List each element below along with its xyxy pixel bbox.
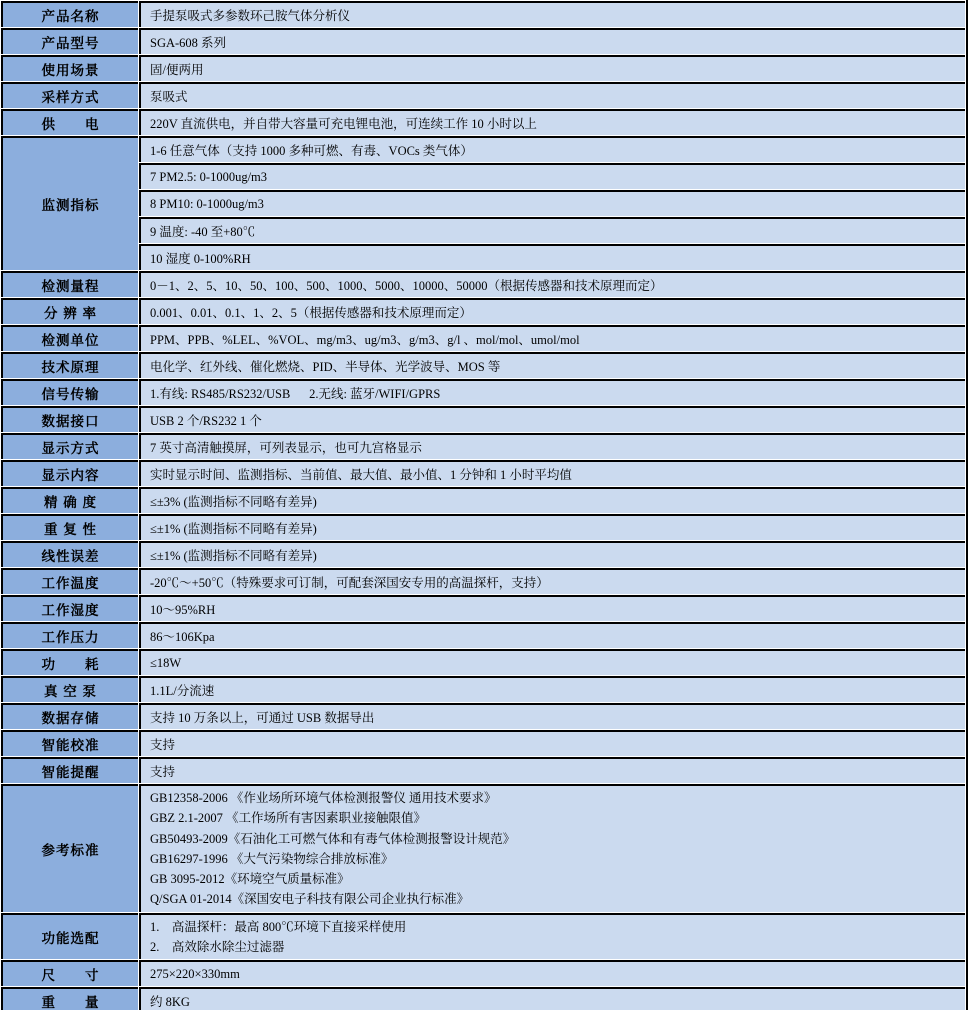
row-value: ≤±1% (监测指标不同略有差异) [139, 541, 965, 567]
row-label: 工作温度 [1, 568, 138, 594]
row-label: 信号传输 [1, 379, 138, 405]
table-row [1, 271, 965, 297]
row-value: 275×220×330mm [139, 960, 965, 986]
row-value: 1-6 任意气体（支持 1000 多种可燃、有毒、VOCs 类气体） [139, 136, 965, 162]
value-line: Q/SGA 01-2014《深国安电子科技有限公司企业执行标准》 [150, 892, 470, 907]
row-value: ≤±1% (监测指标不同略有差异) [139, 514, 965, 540]
row-value: SGA-608 系列 [139, 28, 965, 54]
row-label: 功能选配 [1, 913, 138, 960]
row-label: 显示内容 [1, 460, 138, 486]
table-row [1, 987, 965, 1010]
spec-table-body [1, 1, 965, 1010]
row-value: 固/便两用 [139, 55, 965, 81]
row-label: 参考标准 [1, 784, 138, 912]
row-label: 检测量程 [1, 271, 138, 297]
row-label: 供 电 [1, 109, 138, 135]
table-row [1, 298, 965, 324]
row-value: 实时显示时间、监测指标、当前值、最大值、最小值、1 分钟和 1 小时平均值 [139, 460, 965, 486]
table-row [1, 406, 965, 432]
table-row [1, 55, 965, 81]
row-label: 智能校准 [1, 730, 138, 756]
row-label: 精 确 度 [1, 487, 138, 513]
row-label: 线性误差 [1, 541, 138, 567]
table-row [1, 757, 965, 783]
row-label: 重 量 [1, 987, 138, 1010]
row-value: 支持 10 万条以上，可通过 USB 数据导出 [139, 703, 965, 729]
row-label: 检测单位 [1, 325, 138, 351]
table-row [1, 217, 965, 243]
row-value [139, 784, 965, 912]
row-value: 1.1L/分流速 [139, 676, 965, 702]
row-label: 产品型号 [1, 28, 138, 54]
row-value: 9 温度: -40 至+80℃ [139, 217, 965, 243]
row-value: 10～95%RH [139, 595, 965, 621]
row-value: 1.有线: RS485/RS232/USB 2.无线: 蓝牙/WIFI/GPRS [139, 379, 965, 405]
table-row [1, 622, 965, 648]
row-value: 支持 [139, 757, 965, 783]
table-row [1, 244, 965, 270]
row-value: 0.001、0.01、0.1、1、2、5（根据传感器和技术原理而定） [139, 298, 965, 324]
value-line: 2. 高效除水除尘过滤器 [150, 940, 285, 955]
table-row [1, 190, 965, 216]
table-row [1, 109, 965, 135]
value-line: GB12358-2006 《作业场所环境气体检测报警仪 通用技术要求》 [150, 791, 497, 805]
row-value: 泵吸式 [139, 82, 965, 108]
row-label: 使用场景 [1, 55, 138, 81]
row-value: ≤18W [139, 649, 965, 675]
row-label: 工作湿度 [1, 595, 138, 621]
row-label: 重 复 性 [1, 514, 138, 540]
row-label: 技术原理 [1, 352, 138, 378]
row-value: ≤±3% (监测指标不同略有差异) [139, 487, 965, 513]
table-row [1, 82, 965, 108]
row-label: 采样方式 [1, 82, 138, 108]
row-label: 分 辨 率 [1, 298, 138, 324]
table-row [1, 460, 965, 486]
value-line: GB16297-1996 《大气污染物综合排放标准》 [150, 851, 394, 866]
table-row [1, 730, 965, 756]
row-value: 支持 [139, 730, 965, 756]
row-label: 显示方式 [1, 433, 138, 459]
row-value: 0－1、2、5、10、50、100、500、1000、5000、10000、50000（根据传感器和技术原理而定） [139, 271, 965, 297]
table-row [1, 703, 965, 729]
row-value [139, 913, 965, 960]
table-row [1, 28, 965, 54]
table-row [1, 784, 965, 912]
row-label: 数据接口 [1, 406, 138, 432]
table-row [1, 325, 965, 351]
table-row [1, 379, 965, 405]
table-row [1, 352, 965, 378]
row-value: 7 英寸高清触摸屏，可列表显示，也可九宫格显示 [139, 433, 965, 459]
table-row [1, 136, 965, 162]
row-label: 智能提醒 [1, 757, 138, 783]
row-value: USB 2 个/RS232 1 个 [139, 406, 965, 432]
table-row [1, 568, 965, 594]
row-value: 电化学、红外线、催化燃烧、PID、半导体、光学波导、MOS 等 [139, 352, 965, 378]
value-line: GB 3095-2012《环境空气质量标准》 [150, 872, 350, 887]
table-row [1, 676, 965, 702]
row-label: 功 耗 [1, 649, 138, 675]
row-label: 尺 寸 [1, 960, 138, 986]
table-row [1, 649, 965, 675]
table-row [1, 541, 965, 567]
row-value: 7 PM2.5: 0-1000ug/m3 [139, 163, 965, 189]
row-value: PPM、PPB、%LEL、%VOL、mg/m3、ug/m3、g/m3、g/l 、mol/mol、umol/mol [139, 325, 965, 351]
value-line: GBZ 2.1-2007 《工作场所有害因素职业接触限值》 [150, 811, 427, 826]
row-value: 约 8KG [139, 987, 965, 1010]
row-value: -20℃～+50℃（特殊要求可订制，可配套深国安专用的高温探杆，支持） [139, 568, 965, 594]
table-row [1, 433, 965, 459]
row-label: 工作压力 [1, 622, 138, 648]
value-line: GB50493-2009《石油化工可燃气体和有毒气体检测报警设计规范》 [150, 831, 516, 846]
table-row [1, 595, 965, 621]
row-value: 220V 直流供电，并自带大容量可充电锂电池，可连续工作 10 小时以上 [139, 109, 965, 135]
row-label: 真 空 泵 [1, 676, 138, 702]
row-value: 86～106Kpa [139, 622, 965, 648]
table-row [1, 487, 965, 513]
table-row [1, 913, 965, 960]
row-value: 8 PM10: 0-1000ug/m3 [139, 190, 965, 216]
table-row [1, 514, 965, 540]
row-value: 10 湿度 0-100%RH [139, 244, 965, 270]
table-row [1, 1, 965, 27]
row-label: 监测指标 [1, 136, 138, 270]
table-row [1, 960, 965, 986]
table-row [1, 163, 965, 189]
row-label: 数据存储 [1, 703, 138, 729]
value-line: 1. 高温探杆：最高 800℃环境下直接采样使用 [150, 919, 407, 934]
row-value: 手提泵吸式多参数环己胺气体分析仪 [139, 1, 965, 27]
row-label: 产品名称 [1, 1, 138, 27]
